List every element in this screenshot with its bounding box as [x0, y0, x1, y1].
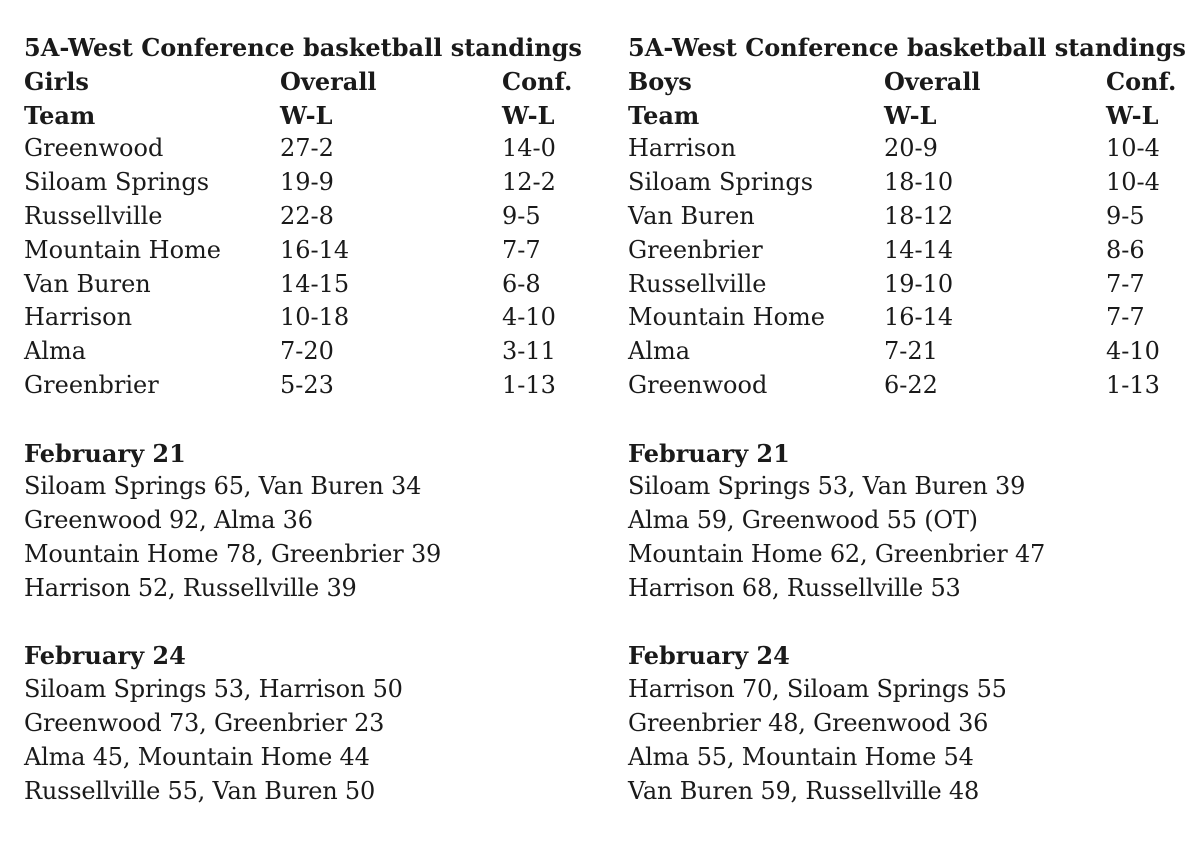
conf-record: 10-4 [1106, 168, 1160, 197]
team-name: Van Buren [24, 269, 151, 298]
overall-record: 20-9 [884, 134, 938, 163]
game-result: Harrison 70, Siloam Springs 55 [628, 675, 1007, 704]
team-name: Van Buren [628, 201, 755, 230]
overall-record: 16-14 [884, 303, 954, 332]
game-result: Alma 59, Greenwood 55 (OT) [628, 506, 978, 535]
standings-row [628, 301, 1200, 335]
team-name: Russellville [24, 201, 163, 230]
overall-record: 7-21 [884, 337, 938, 366]
girls-team-header: Team [24, 100, 96, 130]
game-result: Siloam Springs 53, Van Buren 39 [628, 472, 1026, 501]
overall-record: 10-18 [280, 303, 350, 332]
standings-row [628, 200, 1200, 234]
conf-record: 12-2 [502, 168, 556, 197]
team-name: Mountain Home [628, 303, 825, 332]
girls-title: 5A-West Conference basketball standings [24, 33, 582, 62]
boys-date-heading: February 21 [628, 438, 790, 468]
conf-record: 7-7 [1106, 303, 1145, 332]
overall-record: 16-14 [280, 235, 350, 264]
spacer [628, 606, 1200, 640]
team-name: Greenwood [628, 370, 768, 399]
conf-record: 14-0 [502, 134, 556, 163]
girls-overall-wl-header: W-L [280, 100, 333, 130]
standings-row [628, 268, 1200, 302]
boys-team-header: Team [628, 100, 700, 130]
game-result: Harrison 68, Russellville 53 [628, 573, 961, 602]
game-result: Van Buren 59, Russellville 48 [628, 776, 980, 805]
game-result: Alma 55, Mountain Home 54 [628, 742, 974, 771]
boys-group-label: Boys [628, 66, 692, 96]
game-result: Greenwood 73, Greenbrier 23 [24, 708, 385, 737]
overall-record: 22-8 [280, 201, 334, 230]
girls-standings-column [24, 31, 604, 808]
girls-header-row-1 [24, 65, 604, 99]
standings-row [628, 369, 1200, 403]
overall-record: 14-14 [884, 235, 954, 264]
overall-record: 27-2 [280, 134, 334, 163]
team-name: Greenwood [24, 134, 164, 163]
overall-record: 5-23 [280, 370, 334, 399]
team-name: Greenbrier [628, 235, 763, 264]
conf-record: 7-7 [502, 235, 541, 264]
standings-row [24, 335, 604, 369]
standings-row [24, 301, 604, 335]
boys-title: 5A-West Conference basketball standings [628, 33, 1186, 62]
overall-record: 14-15 [280, 269, 350, 298]
overall-record: 19-10 [884, 269, 954, 298]
boys-standings-column [628, 31, 1200, 808]
game-result: Siloam Springs 53, Harrison 50 [24, 675, 403, 704]
team-name: Harrison [24, 303, 133, 332]
standings-row [24, 268, 604, 302]
conf-record: 4-10 [1106, 337, 1160, 366]
game-result: Alma 45, Mountain Home 44 [24, 742, 370, 771]
team-name: Alma [628, 337, 691, 366]
boys-conf-wl-header: W-L [1106, 100, 1159, 130]
spacer [24, 606, 604, 640]
boys-header-row-2 [628, 99, 1200, 133]
conf-record: 9-5 [502, 201, 541, 230]
game-result: Greenbrier 48, Greenwood 36 [628, 708, 989, 737]
boys-conf-header: Conf. [1106, 66, 1177, 96]
standings-row [24, 132, 604, 166]
spacer [24, 403, 604, 437]
boys-header-row-1 [628, 65, 1200, 99]
game-result: Mountain Home 78, Greenbrier 39 [24, 539, 442, 568]
conf-record: 6-8 [502, 269, 541, 298]
overall-record: 7-20 [280, 337, 334, 366]
overall-record: 18-10 [884, 168, 954, 197]
overall-record: 18-12 [884, 201, 954, 230]
conf-record: 3-11 [502, 337, 556, 366]
team-name: Harrison [628, 134, 737, 163]
game-result: Harrison 52, Russellville 39 [24, 573, 357, 602]
girls-overall-header: Overall [280, 66, 377, 96]
girls-date-heading: February 21 [24, 438, 186, 468]
team-name: Alma [24, 337, 87, 366]
conf-record: 1-13 [1106, 370, 1160, 399]
standings-row [24, 166, 604, 200]
game-result: Greenwood 92, Alma 36 [24, 506, 313, 535]
boys-overall-header: Overall [884, 66, 981, 96]
team-name: Mountain Home [24, 235, 221, 264]
game-result: Siloam Springs 65, Van Buren 34 [24, 472, 422, 501]
team-name: Siloam Springs [24, 168, 210, 197]
conf-record: 4-10 [502, 303, 556, 332]
girls-header-row-2 [24, 99, 604, 133]
boys-overall-wl-header: W-L [884, 100, 937, 130]
girls-conf-wl-header: W-L [502, 100, 555, 130]
standings-row [24, 200, 604, 234]
team-name: Siloam Springs [628, 168, 814, 197]
standings-row [628, 166, 1200, 200]
girls-group-label: Girls [24, 66, 89, 96]
team-name: Greenbrier [24, 370, 159, 399]
girls-date-heading: February 24 [24, 641, 186, 671]
conf-record: 1-13 [502, 370, 556, 399]
conf-record: 9-5 [1106, 201, 1145, 230]
standings-row [628, 335, 1200, 369]
game-result: Mountain Home 62, Greenbrier 47 [628, 539, 1046, 568]
conf-record: 10-4 [1106, 134, 1160, 163]
conf-record: 7-7 [1106, 269, 1145, 298]
standings-row [628, 234, 1200, 268]
game-result: Russellville 55, Van Buren 50 [24, 776, 376, 805]
standings-row [628, 132, 1200, 166]
standings-row [24, 234, 604, 268]
conf-record: 8-6 [1106, 235, 1145, 264]
standings-row [24, 369, 604, 403]
boys-date-heading: February 24 [628, 641, 790, 671]
girls-conf-header: Conf. [502, 66, 573, 96]
spacer [628, 403, 1200, 437]
overall-record: 6-22 [884, 370, 938, 399]
team-name: Russellville [628, 269, 767, 298]
overall-record: 19-9 [280, 168, 334, 197]
